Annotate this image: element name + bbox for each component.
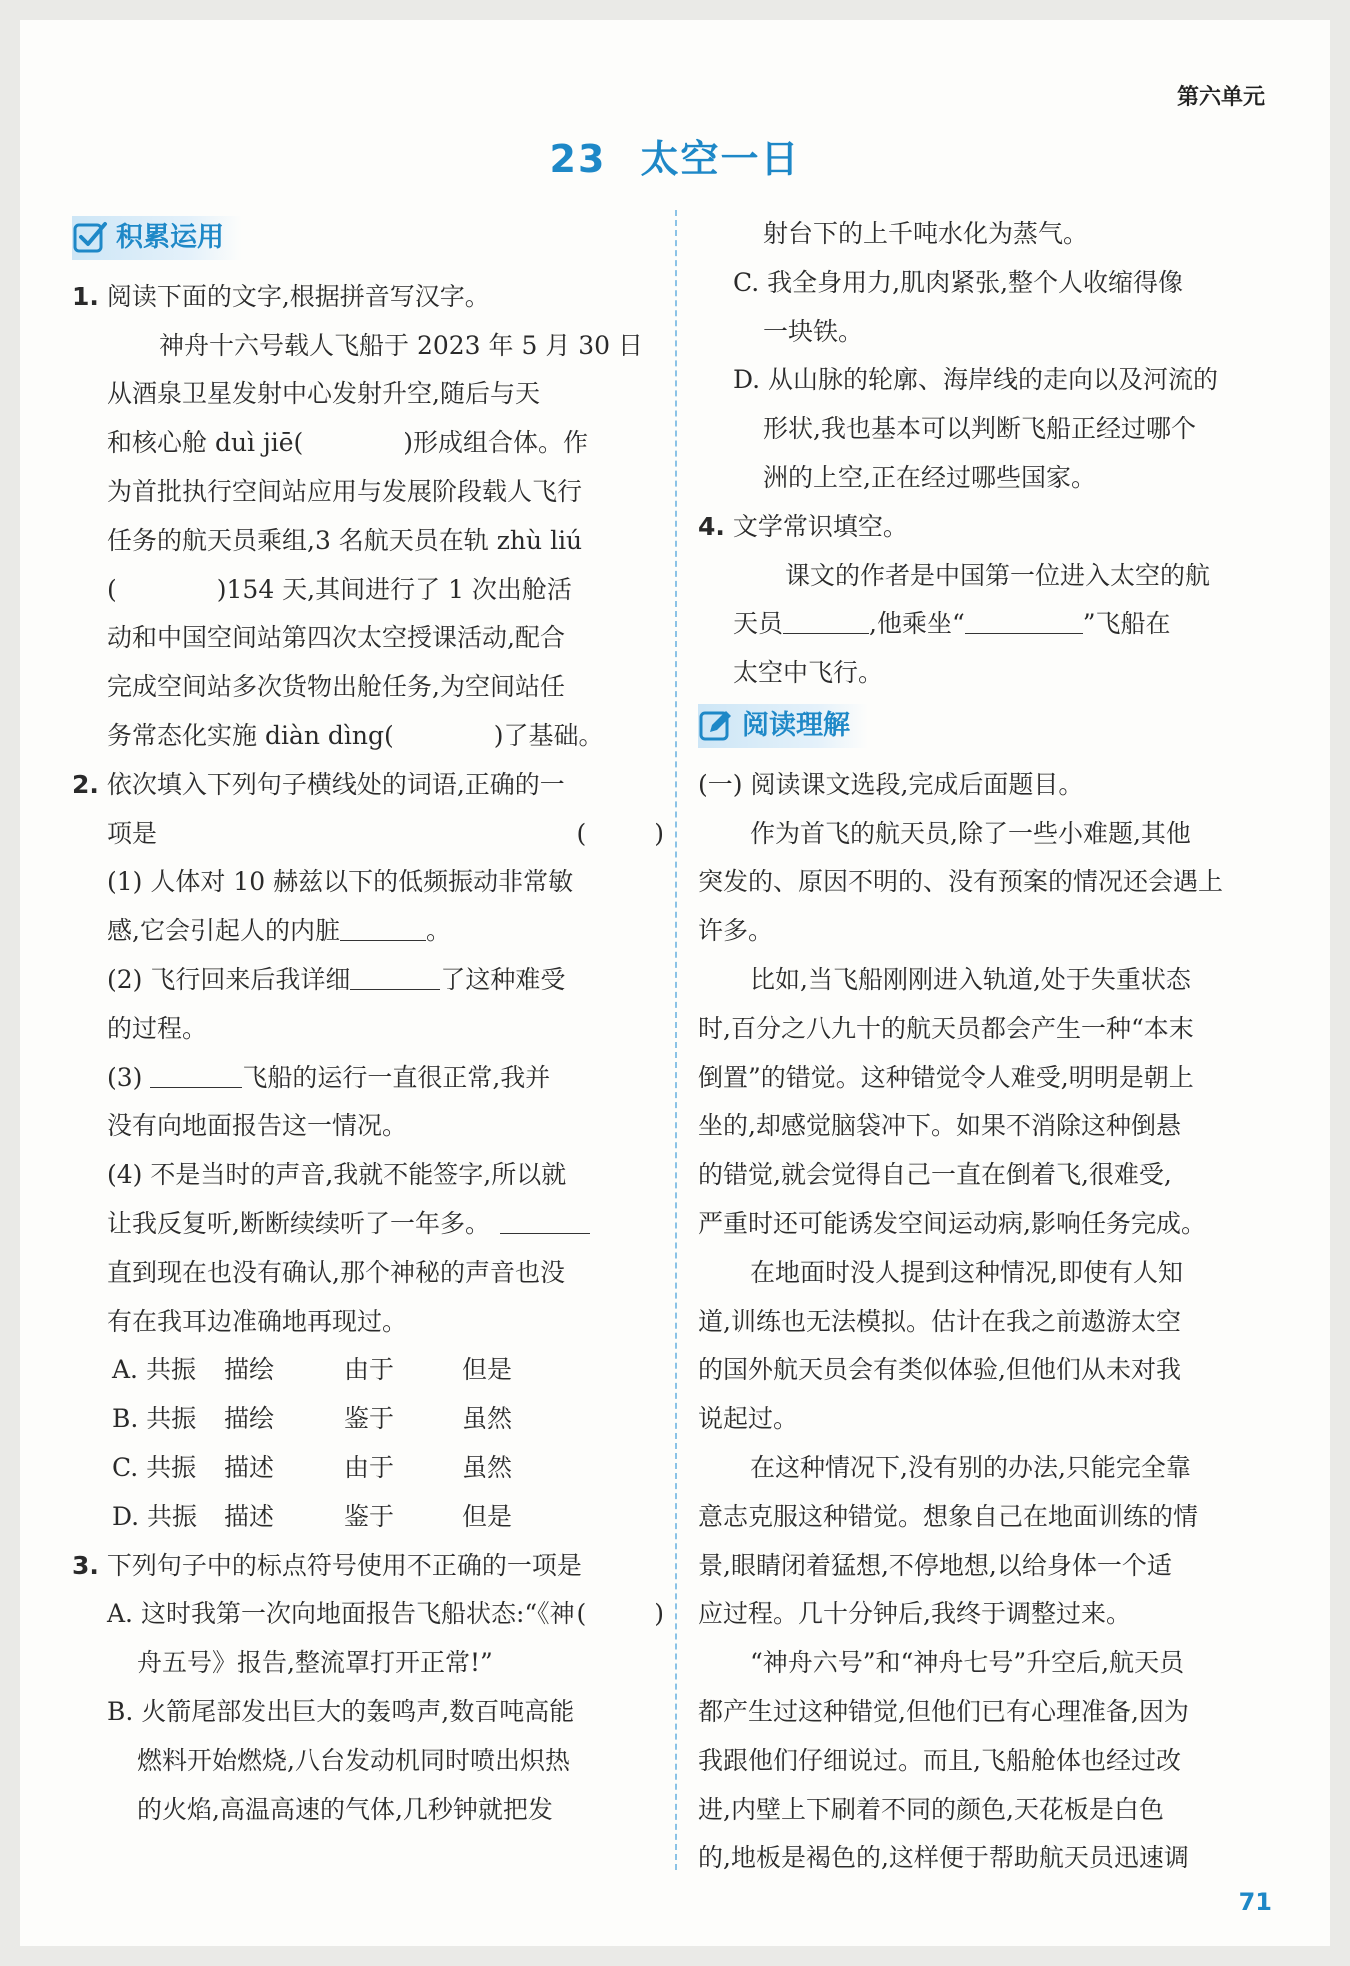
reading-line: 的错觉,就会觉得自己一直在倒着飞,很难受, [698,1160,1172,1190]
section-accumulate-header [72,216,242,260]
reading-line: “神舟六号”和“神舟七号”升空后,航天员 [750,1648,1185,1678]
text: 让我反复听,断断续续听了一年多。 [107,1208,490,1238]
q2-stem-line2 [72,810,694,859]
q4-line1: 课文的作者是中国第一位进入太空的航 [785,560,1211,590]
option-line: B. 火箭尾部发出巨大的轰鸣声,数百吨高能 [107,1696,575,1726]
reading-line: 在这种情况下,没有别的办法,只能完全靠 [750,1452,1191,1482]
option-line: 洲的上空,正在经过哪些国家。 [763,462,1096,492]
text: 感,它会引起人的内脏 [107,916,340,946]
option-text: A. 共振 [112,1355,196,1385]
q2-sentence-4b [72,1200,664,1249]
option-text: 描述 [224,1452,275,1482]
passage-line: ( )154 天,其间进行了 1 次出舱活 [107,574,572,604]
q2-sentence-4c: 直到现在也没有确认,那个神秘的声音也没 [107,1257,565,1287]
worksheet-page [20,20,1330,1946]
option-line: 射台下的上千吨水化为蒸气。 [763,219,1089,248]
option-line: 的火焰,高温高速的气体,几秒钟就把发 [137,1794,553,1824]
option-a[interactable] [72,1346,664,1395]
lesson-number: 23 [549,137,607,181]
fill-blank[interactable] [965,603,1083,634]
passage-line: 务常态化实施 diàn dìng( )了基础。 [107,720,604,750]
q2-sentence-2 [72,956,664,1005]
fill-blank[interactable] [340,910,426,941]
option-text: D. 共振 [112,1501,198,1531]
option-d[interactable] [72,1493,664,1542]
q4-stem-text: 文学常识填空。 [732,511,908,541]
answer-parentheses[interactable]: ( ) [576,818,694,848]
reading-intro: (一) 阅读课文选段,完成后面题目。 [698,769,1084,799]
option-text: B. 共振 [112,1404,197,1434]
q4-line3: 太空中飞行。 [733,658,884,688]
reading-line: 严重时还可能诱发空间运动病,影响任务完成。 [698,1208,1206,1238]
reading-paragraph-5 [698,1639,1278,1883]
q2-stem-text2: 项是 [107,818,158,848]
passage-line: 和核心舱 duì jiē( )形成组合体。作 [107,428,589,458]
q1-stem [72,273,664,322]
q3-stem-text: 下列句子中的标点符号使用不正确的一项是 [106,1550,582,1580]
q3-option-b[interactable] [72,1688,664,1834]
lesson-title [20,128,1330,183]
option-text: 由于 [344,1355,395,1385]
option-text: 描绘 [224,1404,275,1434]
reading-line: 坐的,却感觉脑袋冲下。如果不消除这种倒悬 [698,1111,1181,1141]
option-text: 描绘 [224,1355,275,1385]
reading-line: 的国外航天员会有类似体验,但他们从未对我 [698,1355,1181,1385]
reading-line: 在地面时没人提到这种情况,即使有人知 [750,1257,1183,1287]
reading-paragraph-1 [698,810,1278,956]
q1-number: 1. [72,281,99,311]
q2-sentence-3 [72,1054,664,1103]
q2-sentence-2b: 的过程。 [107,1013,208,1043]
option-line: D. 从山脉的轮廓、海岸线的走向以及河流的 [733,365,1219,395]
q3-option-c[interactable] [698,259,1278,357]
reading-line: 都产生过这种错觉,但他们已有心理准备,因为 [698,1696,1189,1726]
fill-blank[interactable] [783,603,869,634]
reading-line: 比如,当飞船刚刚进入轨道,处于失重状态 [750,964,1191,994]
option-b[interactable] [72,1395,664,1444]
reading-line: 景,眼睛闭着猛想,不停地想,以给身体一个适 [698,1550,1172,1580]
unit-label: 第六单元 [1176,85,1265,110]
pencil-edit-icon [698,708,734,744]
option-text: 但是 [462,1355,513,1385]
q1-passage [72,322,664,761]
section-reading-title: 阅读理解 [742,709,850,741]
section-reading-header [698,704,868,748]
option-text: 由于 [344,1452,395,1482]
option-text: 鉴于 [344,1501,395,1531]
q2-sentence-1: (1) 人体对 10 赫兹以下的低频振动非常敏 [107,867,574,897]
reading-line: 倒置”的错觉。这种错觉令人难受,明明是朝上 [698,1062,1194,1092]
option-line: C. 我全身用力,肌肉紧张,整个人收缩得像 [733,267,1184,297]
text: 飞船的运行一直很正常,我并 [242,1062,551,1092]
answer-parentheses[interactable]: ( ) [576,1599,694,1629]
option-line: 燃料开始燃烧,八台发动机同时喷出炽热 [137,1745,570,1775]
reading-line: 许多。 [698,916,774,946]
section-accumulate-title: 积累运用 [116,222,224,253]
q1-stem-text: 阅读下面的文字,根据拼音写汉字。 [106,281,490,311]
q3-number: 3. [72,1550,99,1580]
option-line: 形状,我也基本可以判断飞船正经过哪个 [763,414,1196,444]
q2-sentence-4: (4) 不是当时的声音,我就不能签字,所以就 [107,1160,567,1190]
option-text: C. 共振 [112,1452,197,1482]
right-column [698,210,1278,1883]
reading-line: 道,训练也无法模拟。估计在我之前遨游太空 [698,1306,1181,1336]
text: 天员 [733,609,784,639]
reading-line: 意志克服这种错觉。想象自己在地面训练的情 [698,1501,1199,1531]
option-line: 一块铁。 [763,316,864,346]
q3-option-a[interactable] [72,1590,664,1688]
checkbox-icon [72,220,108,256]
passage-line: 动和中国空间站第四次太空授课活动,配合 [107,623,565,653]
reading-paragraph-3 [698,1249,1278,1444]
text: ”飞船在 [1082,609,1171,639]
lesson-name: 太空一日 [640,137,801,181]
option-text: 虽然 [462,1452,513,1482]
option-text: 描述 [224,1501,275,1531]
reading-paragraph-2 [698,956,1278,1249]
q3-option-d[interactable] [698,356,1278,502]
passage-line: 任务的航天员乘组,3 名航天员在轨 zhù liú [107,525,583,555]
option-line: 舟五号》报告,整流罩打开正常!” [137,1648,493,1678]
passage-line: 从酒泉卫星发射中心发射升空,随后与天 [107,379,540,409]
reading-line: 应过程。几十分钟后,我终于调整过来。 [698,1599,1131,1629]
q4-number: 4. [698,511,725,541]
q2-number: 2. [72,769,99,799]
reading-line: 我跟他们仔细说过。而且,飞船舱体也经过改 [698,1745,1181,1775]
left-column [72,210,694,1834]
option-text: 鉴于 [344,1404,395,1434]
option-line: A. 这时我第一次向地面报告飞船状态:“《神 [107,1599,575,1629]
text: 。 [425,916,451,946]
reading-paragraph-4 [698,1444,1278,1639]
fill-blank[interactable] [350,959,440,990]
passage-line: 为首批执行空间站应用与发展阶段载人飞行 [107,476,583,506]
reading-line: 时,百分之八九十的航天员都会产生一种“本末 [698,1013,1194,1043]
option-text: 但是 [462,1501,513,1531]
page-number: 71 [1238,1888,1272,1916]
q2-sentence-3b: 没有向地面报告这一情况。 [107,1111,408,1141]
q3-stem [72,1542,664,1591]
text: (2) 飞行回来后我详细 [107,964,351,994]
reading-line: 说起过。 [698,1404,799,1434]
reading-line: 突发的、原因不明的、没有预案的情况还会遇上 [698,867,1224,897]
q2-stem [72,761,664,810]
fill-blank[interactable] [150,1057,242,1088]
passage-line: 神舟十六号载人飞船于 2023 年 5 月 30 日 [159,330,644,360]
reading-line: 进,内壁上下刷着不同的颜色,天花板是白色 [698,1794,1164,1824]
q4-line2 [698,600,1278,649]
q4-stem [698,503,1278,552]
passage-line: 完成空间站多次货物出舱任务,为空间站任 [107,672,565,702]
reading-line: 的,地板是褐色的,这样便于帮助航天员迅速调 [698,1843,1189,1873]
text: ,他乘坐“ [869,609,965,639]
text: 了这种难受 [440,964,566,994]
q2-stem-text: 依次填入下列句子横线处的词语,正确的一 [106,769,565,799]
q2-sentence-1b [72,907,664,956]
option-text: 虽然 [462,1404,513,1434]
fill-blank[interactable] [500,1203,590,1234]
text: (3) [107,1062,151,1092]
reading-line: 作为首飞的航天员,除了一些小难题,其他 [750,818,1191,848]
option-c[interactable] [72,1444,664,1493]
q2-sentence-4d: 有在我耳边准确地再现过。 [107,1306,408,1336]
